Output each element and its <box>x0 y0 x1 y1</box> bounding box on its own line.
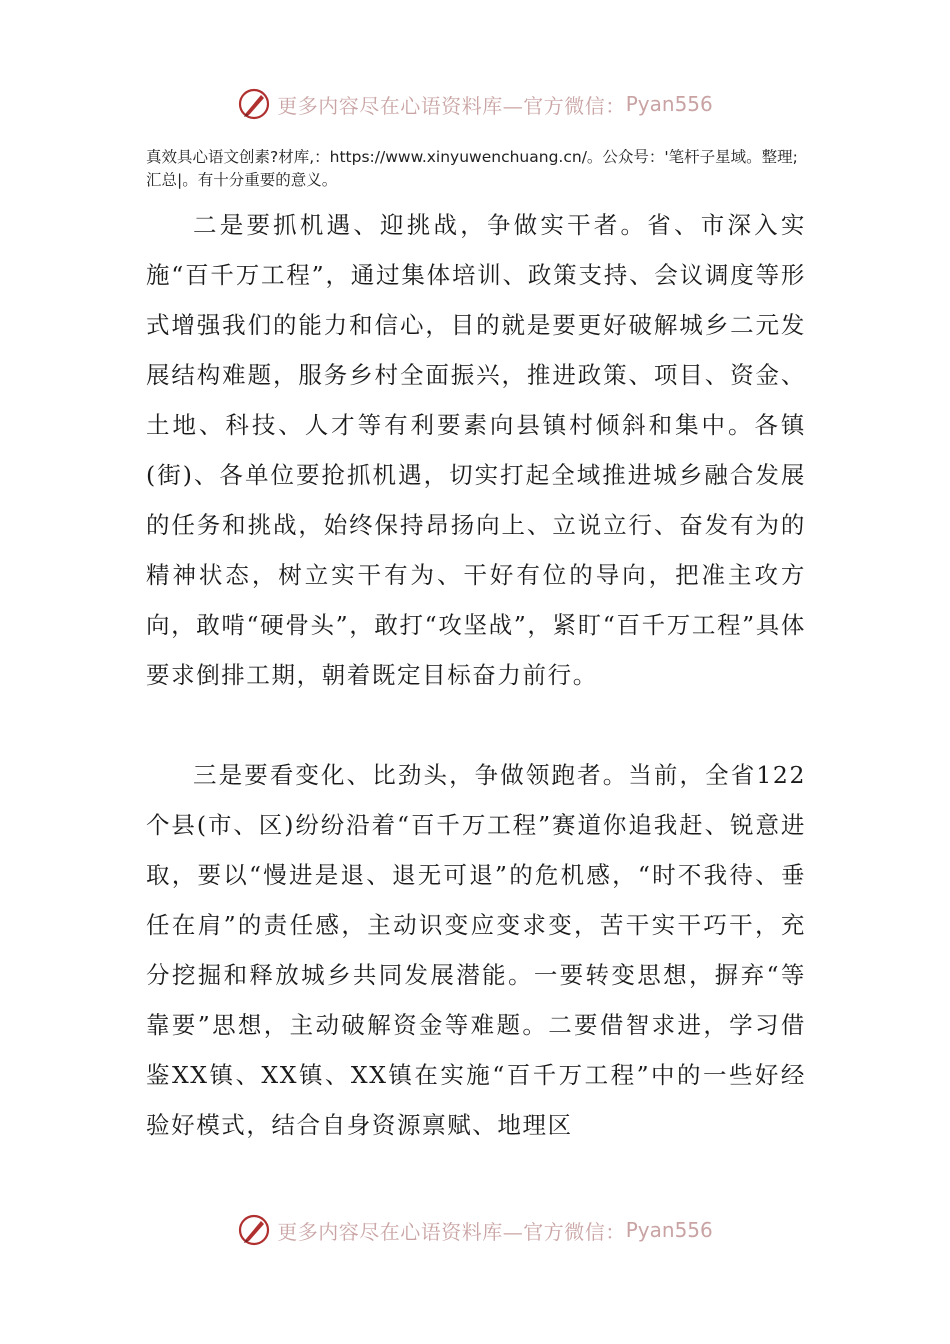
header-banner-text: 更多内容尽在心语资料库—官方微信： <box>277 93 626 118</box>
pen-logo-icon <box>237 87 271 121</box>
body-paragraph-1: 二是要抓机遇、迎挑战，争做实干者。省、市深入实施“百千万工程”，通过集体培训、政策支持、会议调度等形式增强我们的能力和信心，目的就是要更好破解城乡二元发展结构难题，服务乡村全面振兴，推进政策、项目、资金、土地、科技、人才等有利要素向县镇村倾斜和集中。各镇(街)、各单位要抢抓机遇，切实打起全域推进城乡融合发展的任务和挑战，始终保持昂扬向上、立说立行、奋发有为的精神状态，树立实干有为、干好有位的导向，把准主攻方向，敢啃“硬骨头”，敢打“攻坚战”，紧盯“百千万工程”具体要求倒排工期，朝着既定目标奋力前行。 <box>146 211 806 689</box>
source-note: 真效具心语文创素?材库,：https://www.xinyuwenchuang.cn/。公众号：'笔杆子星域。整理;汇总|。有十分重要的意义。 <box>146 148 798 189</box>
body-paragraph-2: 三是要看变化、比劲头，争做领跑者。当前，全省122个县(市、区)纷纷沿着“百千万工程”赛道你追我赶、锐意进取，要以“慢进是退、退无可退”的危机感，“时不我待、垂任在肩”的责任感，主动识变应变求变，苦干实干巧干，充分挖掘和释放城乡共同发展潜能。一要转变思想，摒弃“等靠要”思想，主动破解资金等难题。二要借智求进，学习借鉴XX镇、XX镇、XX镇在实施“百千万工程”中的一些好经验好模式，结合自身资源禀赋、地理区 <box>146 761 806 1139</box>
footer-banner <box>0 1210 950 1250</box>
header-banner <box>0 84 950 124</box>
header-wechat-id: Pyan556 <box>625 92 713 116</box>
footer-wechat-id: Pyan556 <box>625 1218 713 1242</box>
footer-banner-text: 更多内容尽在心语资料库—官方微信： <box>277 1219 626 1244</box>
pen-logo-icon <box>237 1213 271 1247</box>
